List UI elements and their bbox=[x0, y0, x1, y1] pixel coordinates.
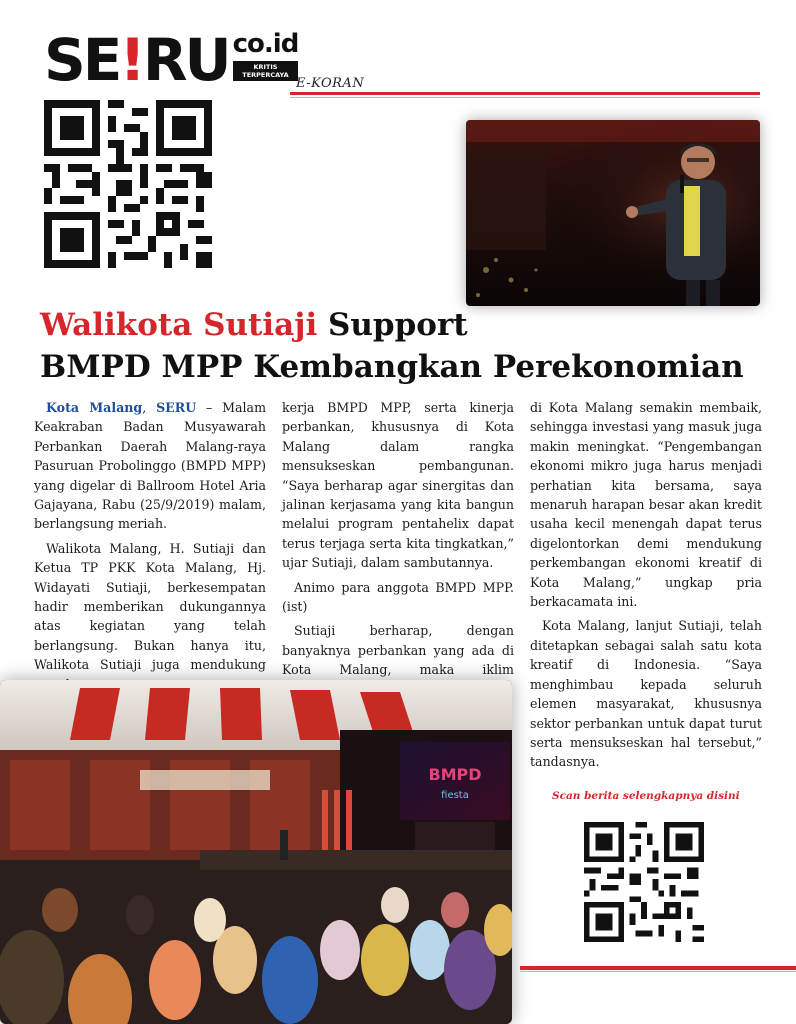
paragraph: Kota Malang, lanjut Sutiaji, telah ditetapkan sebagai salah satu kota kreatif di Indonesia. “Saya menghimbau kepada seluruh elemen masyarakat, khususnya sektor perbankan untuk dapat turut serta mensukseskan hal tersebut,” tandasnya. bbox=[530, 618, 762, 770]
logo-domain: co.id bbox=[232, 29, 299, 59]
paragraph: kerja BMPD MPP, serta kinerja perbankan, khususnya di Kota Malang dalam rangka mensukseskan pembangunan. “Saya berharap agar sinergitas dan jalinan kerjasama yang kita bangun melalui program pentahelix dapat terus terjaga serta kita tingkatkan,” ujar Sutiaji, dalam sambutannya. bbox=[282, 400, 514, 571]
qr-code-icon[interactable] bbox=[584, 822, 704, 942]
footer-rule bbox=[520, 966, 796, 970]
scan-label: Scan berita selengkapnya disini bbox=[552, 790, 740, 802]
logo-tagline: KRITIS TERPERCAYA bbox=[233, 61, 299, 81]
logo-wordmark: SE!RU bbox=[44, 26, 229, 94]
svg-text:BMPD: BMPD bbox=[428, 765, 482, 784]
qr-code-icon[interactable] bbox=[44, 100, 212, 268]
ballroom-photo bbox=[0, 680, 512, 1024]
seru-logo[interactable] bbox=[44, 26, 299, 94]
section-label: E-KORAN bbox=[296, 76, 365, 91]
article-column-3 bbox=[530, 398, 762, 777]
paragraph: Walikota Malang, H. Sutiaji dan Ketua TP PKK Kota Malang, Hj. Widayati Sutiaji, berkesempatan hadir memberikan dukungannya atas kegiatan yang telah berlangsung. Bukan hanya itu, Walikota Sutiaji juga mendukung bbox=[34, 540, 266, 673]
footer-rule-shadow bbox=[520, 971, 796, 972]
article-column-1 bbox=[34, 398, 266, 699]
paragraph: Kota Malang, SERU – Malam Keakraban Badan Musyawarah Perbankan Daerah Malang-raya Pasuruan Probolinggo (BMPD MPP) yang digelar di Ballroom Hotel Aria Gajayana, Rabu (25/9/2019) malam, berlangsung meriah. bbox=[34, 400, 267, 532]
svg-text:fiesta: fiesta bbox=[441, 790, 469, 801]
headline-line-1: Walikota Sutiaji Support bbox=[40, 307, 468, 343]
paragraph: Sutiaji berharap, dengan banyaknya perbankan yang ada di Kota Malang, maka iklim bbox=[282, 623, 514, 678]
paragraph: di Kota Malang semakin membaik, sehingga investasi yang masuk juga makin meningkat. “Pengembangan ekonomi mikro juga harus menjadi perhatian kita bersama, saya menaruh harapan besar akan kredit usaha kecil menengah dapat terus digelontorkan demi mendukung perkembangan ekonomi kreatif di Kota Malang,” ungkap pria berkacamata ini. bbox=[530, 400, 762, 610]
header-rule bbox=[290, 92, 760, 95]
headline-line-2: BMPD MPP Kembangkan Perekonomian bbox=[40, 349, 744, 385]
header-rule-shadow bbox=[290, 97, 760, 98]
speaker-photo bbox=[466, 120, 760, 306]
photo-caption: Animo para anggota BMPD MPP. (ist) bbox=[282, 579, 514, 615]
headline bbox=[40, 304, 780, 388]
article-column-2 bbox=[282, 398, 514, 704]
